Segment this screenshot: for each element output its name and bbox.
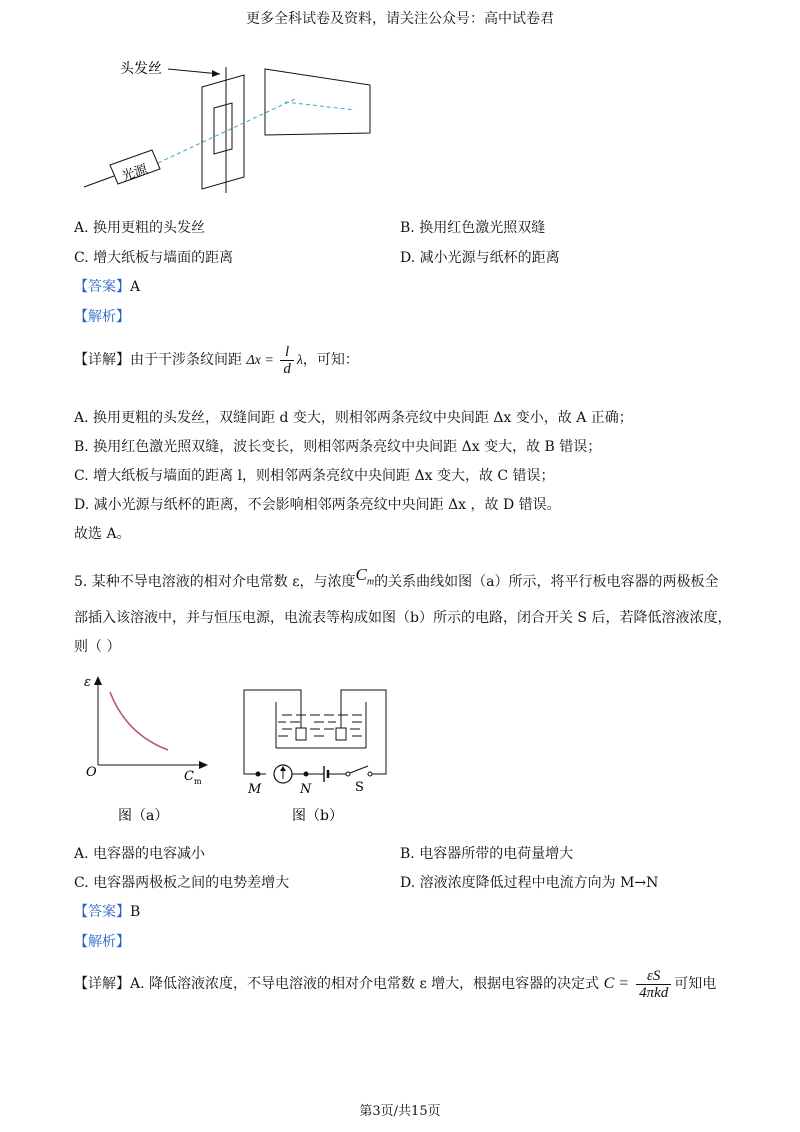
formula-capacitance: C = xyxy=(603,975,634,992)
double-slit xyxy=(214,103,232,154)
capacitor-plate-right xyxy=(336,728,346,740)
light-source-label: 光源 xyxy=(120,162,150,185)
hair-arrowhead xyxy=(212,70,220,77)
wall-screen xyxy=(265,69,370,135)
q4-answer xyxy=(74,277,140,297)
q4-detail-intro: 【详解】由于干涉条纹间距 Δx = $\frac{l}{d}$ λ，可知： xyxy=(74,343,359,377)
figure-b-circuit xyxy=(238,682,398,828)
q5-option-d: D. 溶液浓度降低过程中电流方向为 M→N xyxy=(400,875,659,891)
q4-detail-a: A. 换用更粗的头发丝，双缝间距 d 变大，则相邻两条亮纹中央间距 Δx 变小，故 A 正确； xyxy=(74,410,633,426)
answer-tag: 【答案】 xyxy=(74,904,130,920)
answer-tag: 【答案】 xyxy=(74,279,130,295)
figure-a-graph xyxy=(80,668,220,828)
y-axis-arrow xyxy=(94,676,102,685)
detail-tag: 【详解】 xyxy=(74,976,130,992)
switch xyxy=(350,766,368,773)
answer-value: B xyxy=(130,904,141,920)
figure-b-caption: 图（b） xyxy=(292,808,343,824)
page-header: 更多全科试卷及资料，请关注公众号：高中试卷君 xyxy=(246,11,554,27)
cardboard-frame xyxy=(202,75,244,189)
origin-label: O xyxy=(86,765,97,780)
light-source-box xyxy=(110,150,160,185)
q4-detail-c: C. 增大纸板与墙面的距离 l，则相邻两条亮纹中央间距 Δx 变大，故 C 错误； xyxy=(74,468,555,484)
q5-option-a: A. 电容器的电容减小 xyxy=(74,846,206,862)
capacitance-fraction: $\frac{\varepsilon S}{\text{4πkd}}$ xyxy=(636,968,671,1001)
q5-analysis-tag: 【解析】 xyxy=(74,934,130,950)
solution-liquid xyxy=(278,715,362,736)
q5-stem-line2: 部插入该溶液中，并与恒压电源，电流表等构成如图（b）所示的电路，闭合开关 S 后，若降低溶液浓度， xyxy=(74,610,732,626)
node-m xyxy=(256,772,261,777)
q4-option-d: D. 减小光源与纸杯的距离 xyxy=(400,250,560,266)
formula-fraction: $\frac{l}{d}$ xyxy=(280,344,294,377)
x-axis-sub: m xyxy=(194,777,202,786)
q4-analysis-tag: 【解析】 xyxy=(74,309,130,325)
q4-detail-b: B. 换用红色激光照双缝，波长变长，则相邻两条亮纹中央间距 Δx 变大，故 B 错误； xyxy=(74,439,602,455)
x-axis-label: C xyxy=(184,769,194,784)
detail-tag: 【详解】 xyxy=(74,352,130,368)
q5-detail: 【详解】A. 降低溶液浓度，不导电溶液的相对介电常数 ε 增大，根据电容器的决定式 C = $\frac{\varepsilon S}{\text{4πkd}}$ 可知电 xyxy=(74,967,717,1001)
figure-a-caption: 图（a） xyxy=(118,808,169,824)
q4-option-b: B. 换用红色激光照双缝 xyxy=(400,220,546,236)
q5-option-c: C. 电容器两极板之间的电势差增大 xyxy=(74,875,290,891)
light-beam-on-screen xyxy=(285,102,355,110)
capacitor-plate-left xyxy=(296,728,306,740)
epsilon-curve xyxy=(110,692,168,750)
cm-symbol: $C_m$ xyxy=(355,565,375,588)
y-axis-label: ε xyxy=(84,675,91,690)
label-n: N xyxy=(300,782,312,797)
q4-option-a: A. 换用更粗的头发丝 xyxy=(74,220,206,236)
source-cable xyxy=(84,176,114,187)
q4-detail-d: D. 减小光源与纸杯的距离，不会影响相邻两条亮纹中央间距 Δx ，故 D 错误。 xyxy=(74,497,561,513)
hair-label: 头发丝 xyxy=(120,61,162,77)
q4-option-c: C. 增大纸板与墙面的距离 xyxy=(74,250,234,266)
label-m: M xyxy=(248,782,262,797)
q5-stem-line1: 5. 某种不导电溶液的相对介电常数 ε，与浓度$C_m$的关系曲线如图（a）所示，将平行板电容器的两极板全 xyxy=(74,565,719,590)
q5-answer xyxy=(74,902,140,922)
label-s: S xyxy=(355,780,364,795)
q4-conclusion: 故选 A。 xyxy=(74,526,131,542)
q5-option-b: B. 电容器所带的电荷量增大 xyxy=(400,846,574,862)
switch-pivot xyxy=(346,772,350,776)
q5-stem-line3: 则（ ） xyxy=(74,639,121,655)
formula-delta-x: Δx = xyxy=(246,353,278,368)
answer-value: A xyxy=(130,279,141,295)
hair-interference-figure xyxy=(80,55,380,205)
x-axis-arrow xyxy=(199,761,208,769)
node-n xyxy=(304,772,309,777)
page-footer: 第3页/共15页 xyxy=(359,1104,441,1119)
